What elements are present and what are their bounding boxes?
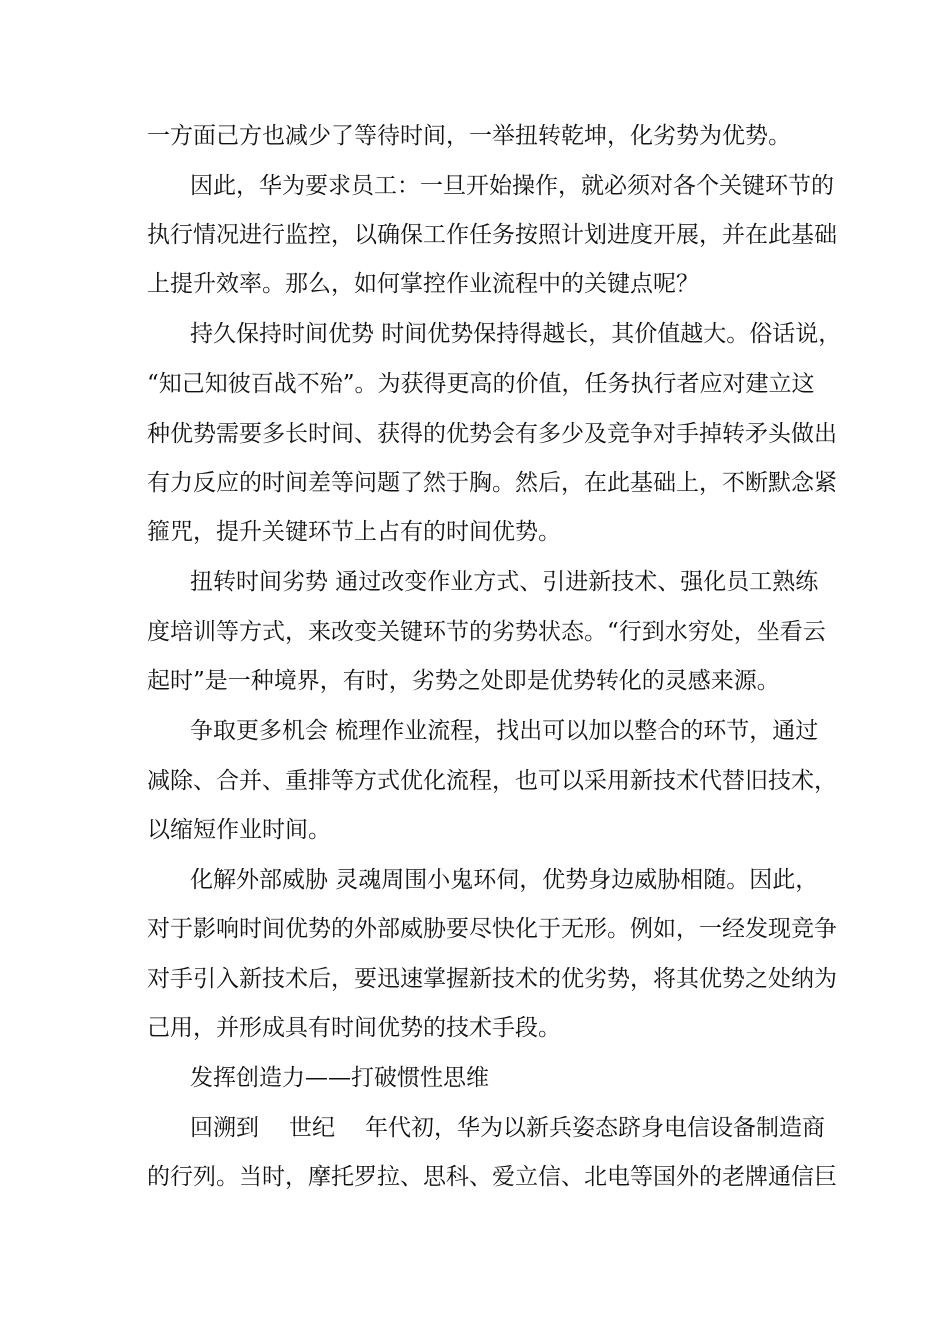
text-line: 以缩短作业时间。 [147, 817, 331, 843]
text-line: 争取更多机会 梳理作业流程，找出可以加以整合的环节，通过 [190, 718, 819, 744]
text-line: 箍咒，提升关键环节上占有的时间优势。 [147, 519, 561, 545]
text-line: 对手引入新技术后，要迅速掌握新技术的优劣势，将其优势之处纳为 [147, 966, 837, 992]
text-fragment: 世纪 [289, 1115, 335, 1141]
text-line: 起时”是一种境界，有时，劣势之处即是优势转化的灵感来源。 [147, 668, 780, 694]
text-fragment: 回溯到 [190, 1115, 259, 1141]
text-line: “知己知彼百战不殆”。为获得更高的价值，任务执行者应对建立这 [147, 371, 815, 397]
text-line: 对于影响时间优势的外部威胁要尽快化于无形。例如，一经发现竞争 [147, 916, 837, 942]
text-line: 己用，并形成具有时间优势的技术手段。 [147, 1015, 561, 1041]
text-line: 上提升效率。那么，如何掌控作业流程中的关键点呢？ [147, 271, 699, 297]
text-line: 度培训等方式，来改变关键环节的劣势状态。“行到水穷处，坐看云 [147, 619, 826, 645]
text-line: 一方面己方也减少了等待时间，一举扭转乾坤，化劣势为优势。 [147, 123, 791, 149]
text-line: 扭转时间劣势 通过改变作业方式、引进新技术、强化员工熟练 [190, 569, 819, 595]
text-line-with-gaps [190, 1108, 825, 1148]
text-line: 化解外部威胁 灵魂周围小鬼环伺，优势身边威胁相随。因此， [190, 867, 819, 893]
text-line: 的行列。当时，摩托罗拉、思科、爱立信、北电等国外的老牌通信巨 [147, 1164, 837, 1190]
text-line: 因此，华为要求员工：一旦开始操作，就必须对各个关键环节的 [190, 173, 834, 199]
text-line: 持久保持时间优势 时间优势保持得越长，其价值越大。俗话说， [190, 321, 842, 347]
section-heading: 发挥创造力——打破惯性思维 [190, 1065, 489, 1091]
text-line: 减除、合并、重排等方式优化流程，也可以采用新技术代替旧技术， [147, 768, 837, 794]
text-line: 种优势需要多长时间、获得的优势会有多少及竞争对手掉转矛头做出 [147, 421, 837, 447]
text-line: 有力反应的时间差等问题了然于胸。然后，在此基础上，不断默念紧 [147, 470, 837, 496]
text-line: 执行情况进行监控，以确保工作任务按照计划进度开展，并在此基础 [147, 222, 837, 248]
text-fragment: 年代初，华为以新兵姿态跻身电信设备制造商 [365, 1115, 825, 1141]
